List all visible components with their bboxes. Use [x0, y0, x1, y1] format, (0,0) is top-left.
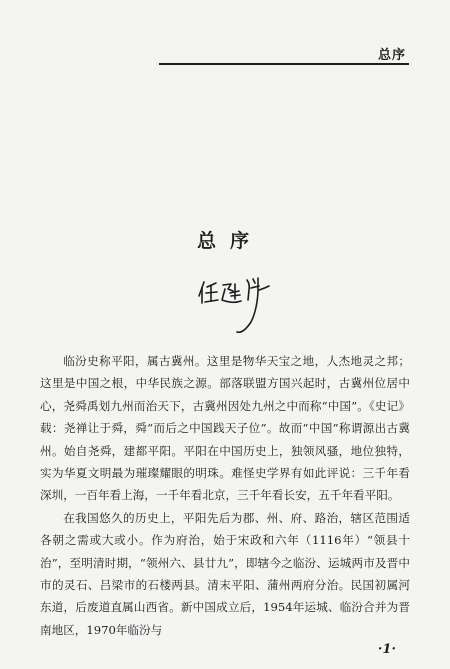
paragraph-1: 临汾史称平阳，属古冀州。这里是物华天宝之地，人杰地灵之邦；这里是中国之根，中华民族之源。部落联盟方国兴起时，古冀州位居中心，尧舜禹划九州而治天下，古冀州因处九州之中而称“中国”。《史记》载：尧禅让于舜，舜“而后之中国践天子位”。故而“中国”称谓源出古冀州。始自尧舜，建都平阳。平阳在中国历史上，独领风骚，地位独特，实为华夏文明最为璀璨耀眼的明珠。难怪史学界有如此评说：三千年看深圳，一百年看上海，一千年看北京，三千年看长安，五千年看平阳。: [40, 354, 410, 503]
header-rule: [159, 63, 409, 65]
signature-drawing: [195, 270, 275, 340]
handwritten-signature: [195, 270, 275, 340]
preface-body: [40, 350, 410, 641]
page-number: ·1·: [377, 642, 396, 657]
page-title: 总序: [196, 230, 263, 252]
running-head: 总序: [377, 48, 406, 63]
paragraph-2: 在我国悠久的历史上，平阳先后为郡、州、府、路治，辖区范围适各朝之需或大或小。作为府治，始于宋政和六年（1116年）“领县十治”，至明清时期，“领州六、县廿九”，即辖今之临汾、运城两市及晋中市的灵石、吕梁市的石楼两县。清末平阳、蒲州两府分治。民国初属河东道，后废道直属山西省。新中国成立后，1954年运城、临汾合并为晋南地区，1970年临汾与: [40, 510, 410, 637]
